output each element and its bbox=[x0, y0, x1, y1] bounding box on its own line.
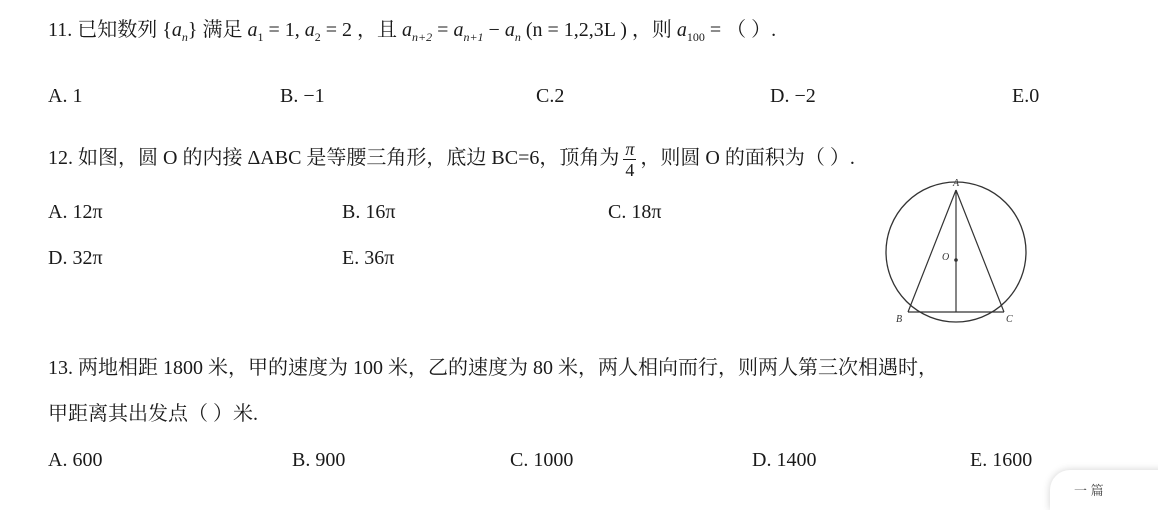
q13-option-e[interactable]: E. 1600 bbox=[970, 449, 1033, 471]
q11-a2: a bbox=[304, 19, 315, 41]
q11-option-a[interactable]: A. 1 bbox=[48, 85, 83, 107]
label-b: B bbox=[896, 314, 903, 325]
label-o: O bbox=[942, 252, 950, 263]
q12-option-b[interactable]: B. 16π bbox=[342, 201, 396, 223]
q13-option-a[interactable]: A. 600 bbox=[48, 449, 103, 471]
q11-a1: a bbox=[247, 19, 258, 41]
q11-option-e[interactable]: E.0 bbox=[1012, 85, 1040, 107]
q12-stem bbox=[48, 134, 855, 182]
q11-and: ，且 bbox=[357, 19, 398, 41]
q13-option-c[interactable]: C. 1000 bbox=[510, 449, 574, 471]
q13-number: 13. bbox=[48, 357, 73, 379]
q12-option-a[interactable]: A. 12π bbox=[48, 201, 103, 223]
label-a: A bbox=[953, 178, 960, 189]
q12-apex-angle-fraction: $\frac{\pi}{4}$ bbox=[625, 138, 635, 180]
q11-option-d[interactable]: D. −2 bbox=[770, 85, 816, 107]
q13-text-1: 两地相距 1800 米，甲的速度为 100 米，乙的速度为 80 米，两人相向而行，则两人第三次相遇时， bbox=[78, 357, 938, 379]
circle-triangle-figure bbox=[876, 176, 1036, 326]
q11-lead: 已知数列 bbox=[77, 19, 158, 41]
q11-answer-blank: = （ ）. bbox=[704, 19, 777, 41]
q13-option-d[interactable]: D. 1400 bbox=[752, 449, 817, 471]
q11-domain: (n = 1,2,3L ) bbox=[525, 19, 627, 41]
q13-option-b[interactable]: B. 900 bbox=[292, 449, 346, 471]
q11-seq: $\{a_n\}$ bbox=[162, 19, 198, 44]
q11-option-b[interactable]: B. −1 bbox=[280, 85, 325, 107]
q11-option-c[interactable]: C.2 bbox=[536, 85, 565, 107]
q12-option-d[interactable]: D. 32π bbox=[48, 247, 103, 269]
q13-stem-line-1 bbox=[48, 356, 938, 380]
center-point bbox=[954, 258, 958, 262]
q11-then: ，则 bbox=[631, 19, 672, 41]
floating-widget[interactable] bbox=[1050, 470, 1158, 510]
q12-text-2: ，则圆 O 的面积为（ ）. bbox=[640, 147, 855, 169]
q12-text-1: 如图，圆 O 的内接 ΔABC 是等腰三角形，底边 BC=6，顶角为 bbox=[78, 147, 620, 169]
q11-number: 11. bbox=[48, 19, 73, 41]
floating-widget-label: 一 篇 bbox=[1074, 483, 1104, 498]
q11-rec-lhs: a bbox=[402, 19, 413, 41]
q12-number: 12. bbox=[48, 147, 73, 169]
q13-stem-line-2: 甲距离其出发点（ ）米. bbox=[48, 403, 258, 425]
q11-stem: 11. 已知数列 $\{a_n\}$ 满足 $a_1 = 1$, $a_2 = 2$ ，且 $a_{n+2} = a_{n+1} - a_n$ (n = 1,2,3L ) ，则 $a_{100}$ = （ ）. bbox=[48, 19, 777, 44]
side-ac bbox=[956, 190, 1004, 312]
side-ab bbox=[908, 190, 956, 312]
q11-ask: a bbox=[676, 19, 687, 41]
label-c: C bbox=[1006, 314, 1013, 325]
q12-option-c[interactable]: C. 18π bbox=[608, 201, 662, 223]
q12-option-e[interactable]: E. 36π bbox=[342, 247, 395, 269]
q11-cond-text: 满足 bbox=[202, 19, 243, 41]
